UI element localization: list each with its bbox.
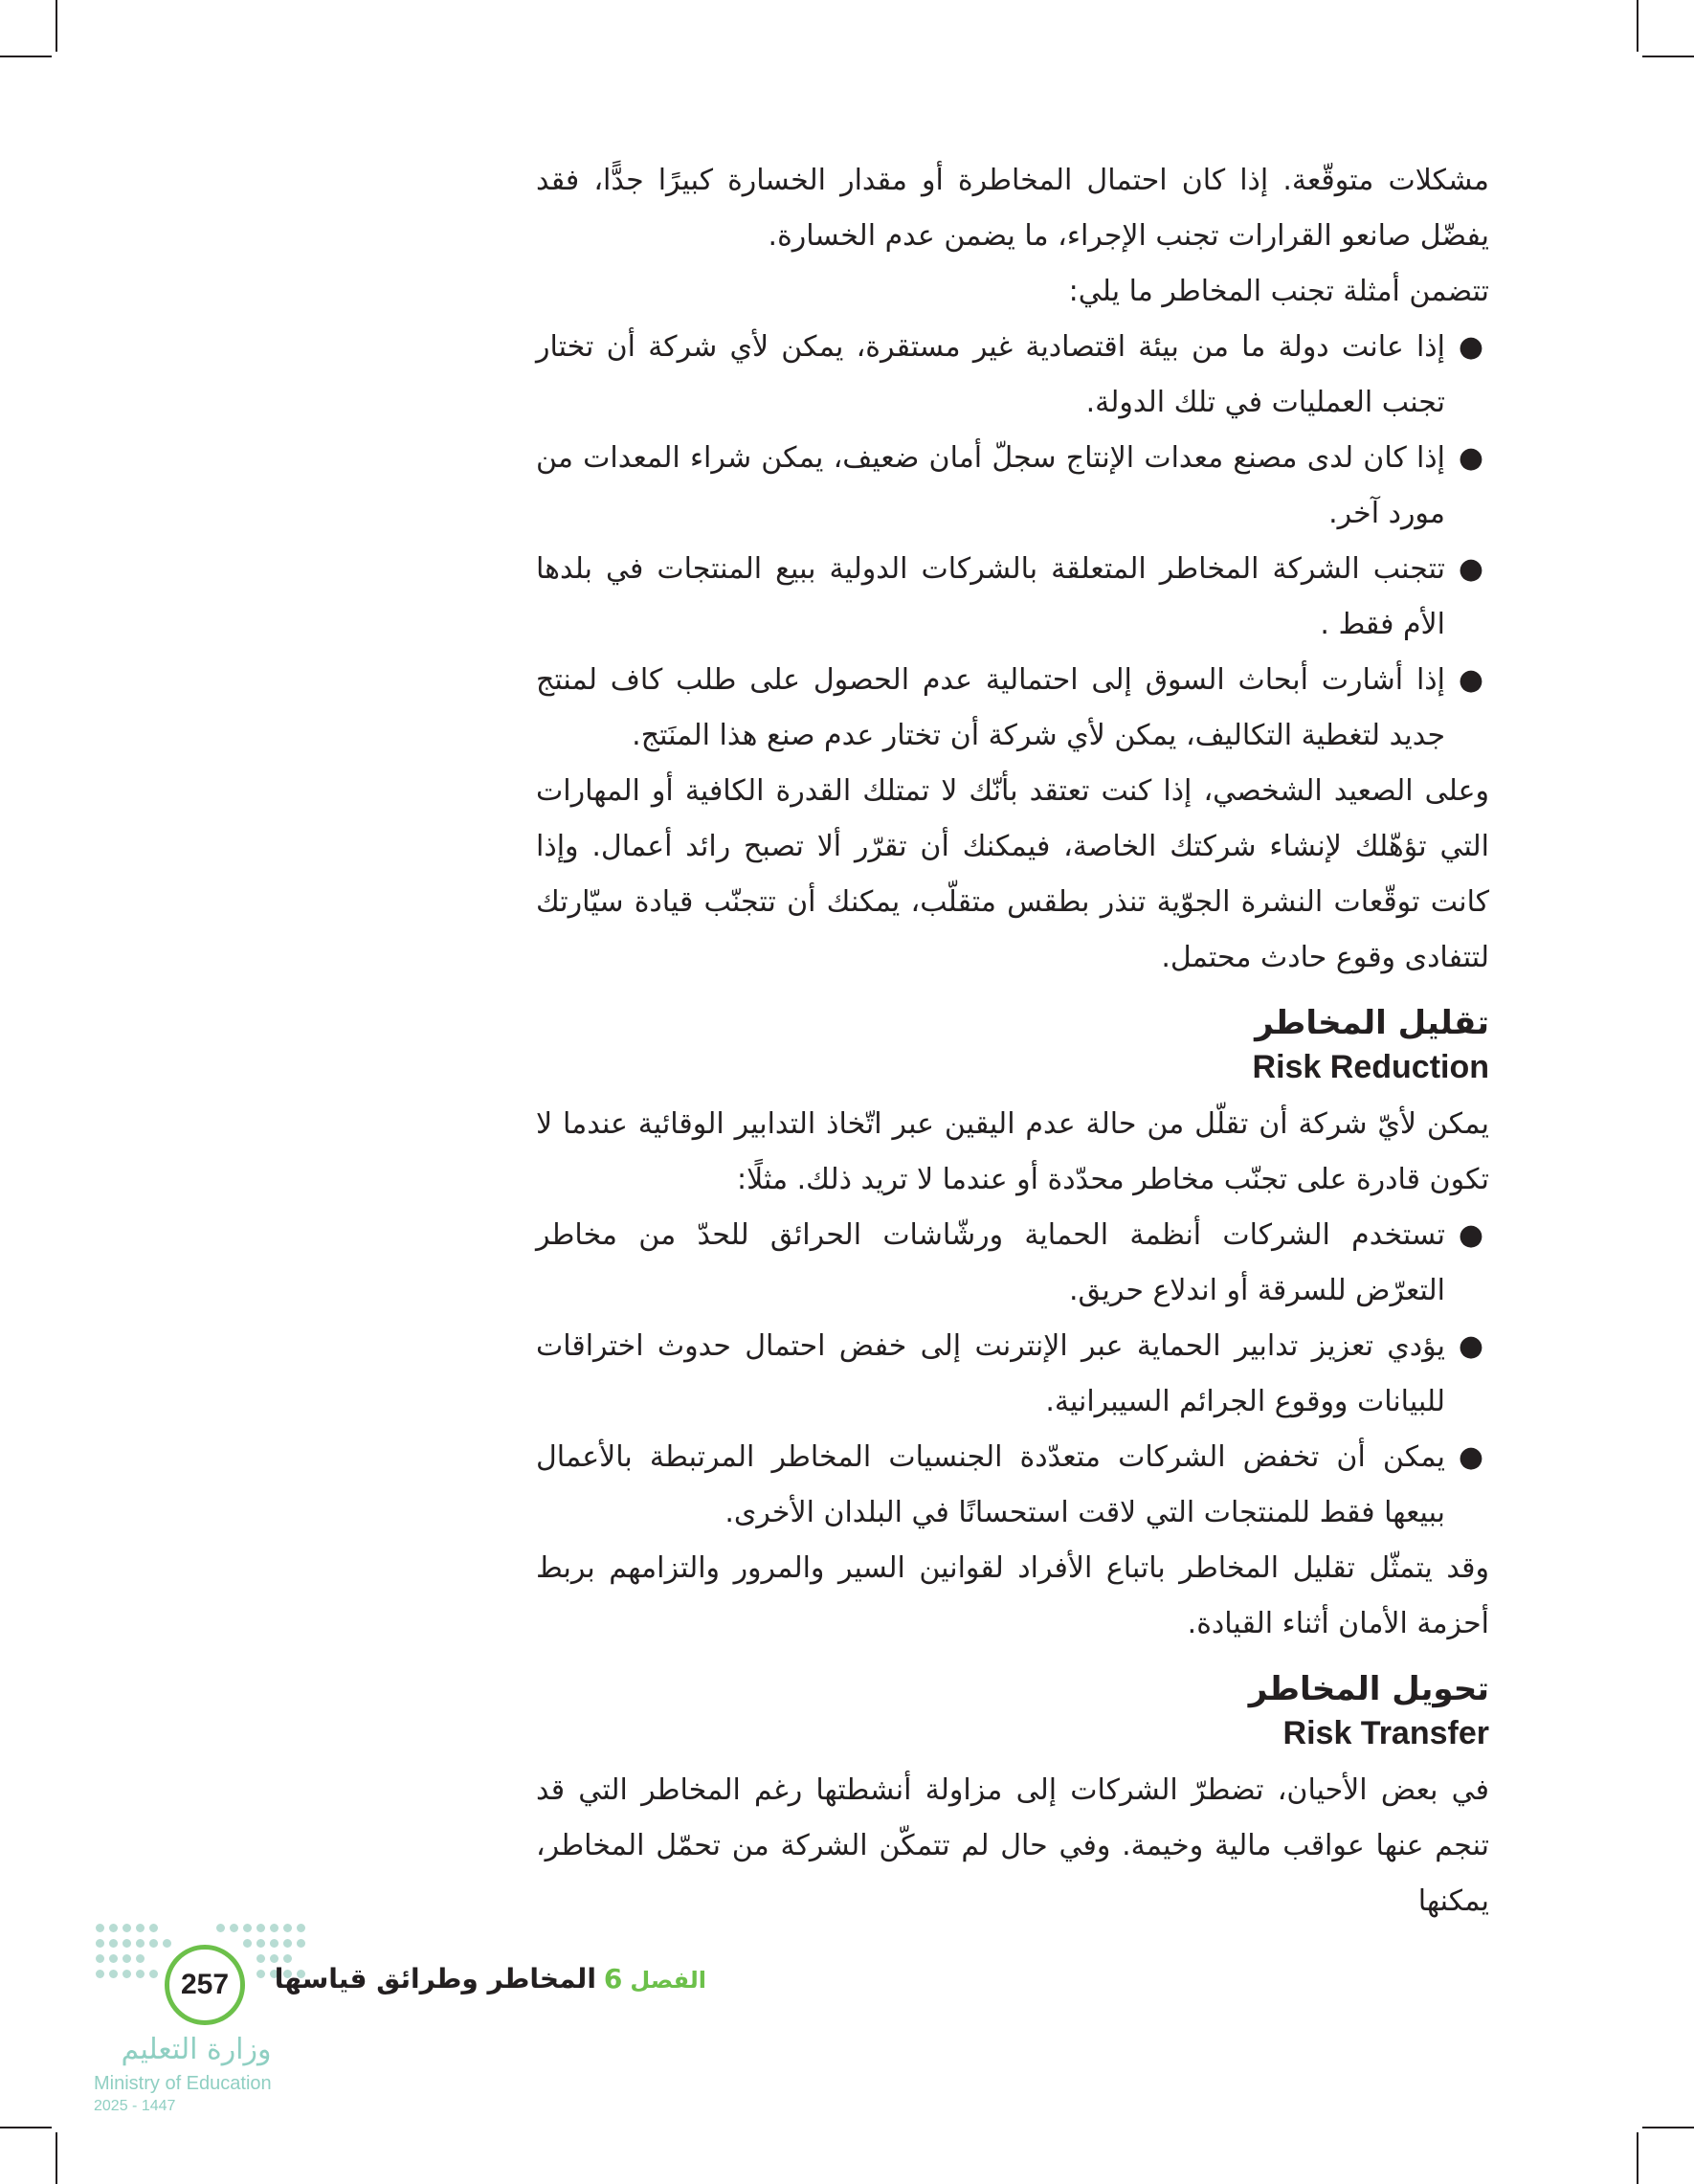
bullet-icon: ● [1458, 1440, 1483, 1474]
heading-risk-transfer-ar: تحويل المخاطر [1248, 1670, 1489, 1708]
logo-dot [216, 1924, 225, 1932]
ministry-year: 2025 - 1447 [94, 2098, 176, 2114]
bullet-icon: ● [1458, 330, 1483, 364]
heading-risk-transfer-en: Risk Transfer [1282, 1715, 1489, 1751]
bullet-icon: ● [1458, 1329, 1483, 1363]
logo-dot [270, 1939, 279, 1948]
chapter-number: 6 [603, 1963, 623, 1995]
bullet-icon: ● [1458, 663, 1483, 697]
logo-dot [297, 1939, 305, 1948]
list-item: ● يؤدي تعزيز تدابير الحماية عبر الإنترنت إلى خفض احتمال حدوث اختراقات للبيانات ووقوع الجرائم السيبرانية. [536, 1319, 1489, 1430]
risk-reduction-list [536, 1208, 1489, 1541]
crop-mark-top-right-v [1637, 0, 1638, 52]
crop-mark-bottom-left-v [56, 2132, 57, 2184]
logo-dot [109, 1970, 118, 1978]
logo-dot [96, 1939, 104, 1948]
logo-dot [283, 1939, 292, 1948]
logo-dot [109, 1954, 118, 1963]
crop-mark-top-right-h [1642, 56, 1694, 57]
chapter-title: المخاطر وطرائق قياسها [274, 1963, 596, 1995]
logo-dot [149, 1939, 158, 1948]
paragraph-expected-problems: مشكلات متوقّعة. إذا كان احتمال المخاطرة أو مقدار الخسارة كبيرًا جدًّا، فقد يفضّل صانعو القرارات تجنب الإجراء، ما يضمن عدم الخسارة. [536, 164, 1489, 253]
crop-mark-bottom-left-h [0, 2127, 52, 2128]
page-number: 257 [180, 1969, 230, 2000]
logo-dot [283, 1924, 292, 1932]
crop-mark-bottom-right-v [1637, 2132, 1638, 2184]
bullet-icon: ● [1458, 1218, 1483, 1252]
avoidance-examples-list [536, 320, 1489, 764]
page-number-badge [165, 1945, 245, 2025]
crop-mark-bottom-right-h [1642, 2127, 1694, 2128]
logo-dot [256, 1939, 265, 1948]
ministry-name-en: Ministry of Education [94, 2073, 272, 2094]
logo-dot [297, 1924, 305, 1932]
logo-dot [96, 1954, 104, 1963]
logo-dot [109, 1924, 118, 1932]
logo-dot [123, 1970, 131, 1978]
logo-dot [256, 1970, 265, 1978]
logo-dot [136, 1939, 145, 1948]
logo-dot [163, 1939, 171, 1948]
logo-dot [136, 1970, 145, 1978]
logo-dot [149, 1970, 158, 1978]
logo-dot [270, 1924, 279, 1932]
list-item: ● تتجنب الشركة المخاطر المتعلقة بالشركات الدولية ببيع المنتجات في بلدها الأم فقط . [536, 542, 1489, 653]
logo-dot [256, 1924, 265, 1932]
list-item: ● إذا أشارت أبحاث السوق إلى احتمالية عدم الحصول على طلب كاف لمنتج جديد لتغطية التكاليف، يمكن لأي شركة أن تختار عدم صنع هذا المنَتج. [536, 653, 1489, 764]
crop-mark-top-left-v [56, 0, 57, 52]
logo-dot [230, 1924, 238, 1932]
ministry-name-ar: وزارة التعليم [121, 2033, 272, 2066]
logo-dot [149, 1924, 158, 1932]
list-item: ● يمكن أن تخفض الشركات متعدّدة الجنسيات المخاطر المرتبطة بالأعمال ببيعها فقط للمنتجات التي لاقت استحسانًا في البلدان الأخرى. [536, 1430, 1489, 1541]
paragraph-risk-reduction-outro: وقد يتمثّل تقليل المخاطر باتباع الأفراد لقوانين السير والمرور والتزامهم بربط أحزمة الأمان أثناء القيادة. [536, 1551, 1489, 1640]
chapter-label: الفصل [630, 1967, 706, 1994]
logo-dot [96, 1924, 104, 1932]
logo-dot [136, 1924, 145, 1932]
heading-risk-reduction-en: Risk Reduction [1252, 1049, 1489, 1085]
logo-dot [123, 1939, 131, 1948]
heading-risk-reduction-ar: تقليل المخاطر [1255, 1004, 1489, 1042]
list-item: ● إذا عانت دولة ما من بيئة اقتصادية غير مستقرة، يمكن لأي شركة أن تختار تجنب العمليات في تلك الدولة. [536, 320, 1489, 431]
logo-dot [136, 1954, 145, 1963]
paragraph-risk-transfer: في بعض الأحيان، تضطرّ الشركات إلى مزاولة أنشطتها رغم المخاطر التي قد تنجم عنها عواقب مالية وخيمة. وفي حال لم تتمكّن الشركة من تحمّل المخاطر، يمكنها [536, 1773, 1489, 1918]
paragraph-risk-reduction-intro: يمكن لأيّ شركة أن تقلّل من حالة عدم اليقين عبر اتّخاذ التدابير الوقائية عندما لا تكون قادرة على تجنّب مخاطر محدّدة أو عندما لا تريد ذلك. مثلًا: [536, 1107, 1489, 1196]
bullet-icon: ● [1458, 552, 1483, 586]
paragraph-personal-level: وعلى الصعيد الشخصي، إذا كنت تعتقد بأنّك لا تمتلك القدرة الكافية أو المهارات التي تؤهّلك لإنشاء شركتك الخاصة، فيمكنك أن تقرّر ألا تصبح رائد أعمال. وإذا كانت توقّعات النشرة الجوّية تنذر بطقس متقلّب، يمكنك أن تتجنّب قيادة سيّارتك لتتفادى وقوع حادث محتمل. [536, 774, 1489, 974]
logo-dot [123, 1924, 131, 1932]
logo-dot [243, 1939, 252, 1948]
logo-dot [109, 1939, 118, 1948]
logo-dot [256, 1954, 265, 1963]
list-item: ● تستخدم الشركات أنظمة الحماية ورشّاشات الحرائق للحدّ من مخاطر التعرّض للسرقة أو اندلاع حريق. [536, 1208, 1489, 1319]
crop-mark-top-left-h [0, 56, 52, 57]
logo-dot [243, 1924, 252, 1932]
page-content [536, 153, 1489, 1929]
logo-dot [123, 1954, 131, 1963]
list-item: ● إذا كان لدى مصنع معدات الإنتاج سجلّ أمان ضعيف، يمكن شراء المعدات من مورد آخر. [536, 431, 1489, 542]
chapter-footer [274, 1960, 706, 1999]
bullet-icon: ● [1458, 441, 1483, 475]
paragraph-avoidance-examples-intro: تتضمن أمثلة تجنب المخاطر ما يلي: [1068, 275, 1489, 308]
logo-dot [96, 1970, 104, 1978]
